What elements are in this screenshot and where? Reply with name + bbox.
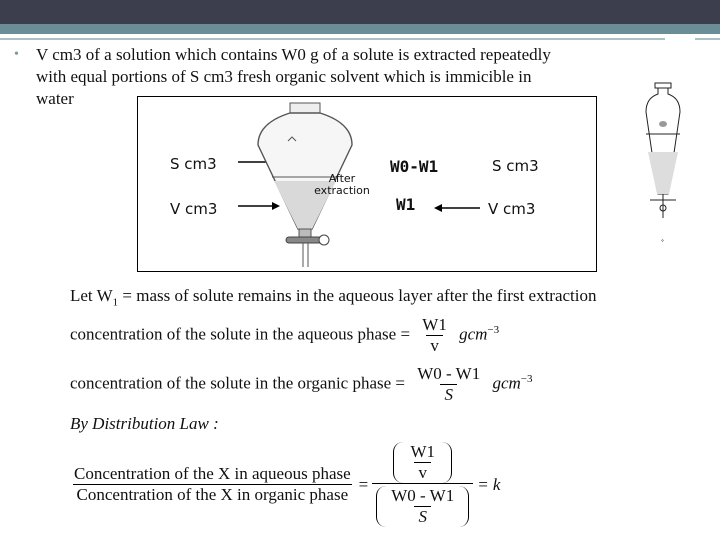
after-extraction-label — [310, 173, 374, 197]
intro-line-3: water — [36, 89, 74, 108]
small-funnel-icon — [638, 82, 688, 247]
let-subscript: 1 — [112, 296, 119, 309]
intro-line-2: with equal portions of S cm3 fresh organic solvent which is immicible in — [36, 67, 532, 86]
distribution-ratio: $\frac{\text{Concentration of the X in aqueous phase}}{\text{Concentration of the X in organic phase}}$ = $\frac{\frac{W1}{v}}{\frac{W0 - W1}{S}}$ = k — [70, 442, 500, 527]
accent-strip — [0, 24, 720, 34]
rhs-fraction — [372, 442, 473, 527]
aqueous-fraction — [418, 315, 451, 356]
rhs-inner-bottom-den: S — [414, 506, 431, 527]
organic-fraction — [413, 364, 484, 405]
rhs-denominator — [372, 483, 473, 527]
extraction-diagram — [137, 96, 597, 272]
left-organic-volume: S cm3 — [170, 155, 217, 173]
aqueous-text: concentration of the solute in the aqueous phase = — [70, 324, 411, 344]
aqueous-unit-exp: −3 — [487, 323, 500, 336]
aqueous-numerator: W1 — [422, 315, 447, 334]
divider-line — [0, 38, 665, 40]
extraction-label: extraction — [314, 184, 370, 197]
title-bar — [0, 0, 720, 24]
organic-numerator: W0 - W1 — [417, 364, 481, 383]
organic-concentration — [70, 364, 533, 405]
after-label: After — [328, 172, 356, 185]
divider-line-right — [695, 38, 720, 40]
rhs-inner-top-num: W1 — [410, 442, 435, 461]
aqueous-denominator: v — [426, 335, 443, 356]
ratio-denominator: Concentration of the X in organic phase — [73, 484, 353, 505]
organic-unit-exp: −3 — [520, 372, 533, 385]
aqueous-layer-mass: W1 — [396, 195, 416, 214]
k-constant: = k — [477, 474, 501, 494]
organic-denominator: S — [440, 384, 457, 405]
rhs-inner-top — [406, 442, 439, 483]
arrow-to-aqueous — [434, 201, 482, 215]
organic-layer-mass: W0-W1 — [390, 157, 439, 176]
rhs-inner-bottom-num: W0 - W1 — [391, 486, 455, 505]
rhs-inner-top-den: v — [414, 462, 431, 483]
right-aqueous-volume: V cm3 — [488, 200, 536, 218]
rhs-inner-bottom — [387, 486, 458, 527]
right-organic-volume: S cm3 — [492, 157, 539, 175]
aqueous-concentration — [70, 315, 499, 356]
ratio-numerator: Concentration of the X in aqueous phase — [74, 464, 351, 483]
let-definition — [70, 286, 597, 308]
rhs-numerator — [393, 442, 452, 483]
organic-unit: gcm — [492, 373, 521, 393]
organic-text: concentration of the solute in the organic phase = — [70, 373, 406, 393]
bullet-point: • — [14, 47, 19, 62]
let-text: = mass of solute remains in the aqueous layer after the first extraction — [118, 286, 597, 305]
ratio-fraction — [70, 464, 355, 505]
left-aqueous-volume: V cm3 — [170, 200, 218, 218]
intro-line-1: V cm3 of a solution which contains W0 g of a solute is extracted repeatedly — [36, 45, 551, 64]
svg-text:°: ° — [661, 239, 664, 246]
aqueous-unit: gcm — [459, 324, 488, 344]
distribution-law-heading: By Distribution Law : — [70, 414, 219, 433]
let-prefix: Let W — [70, 286, 113, 305]
